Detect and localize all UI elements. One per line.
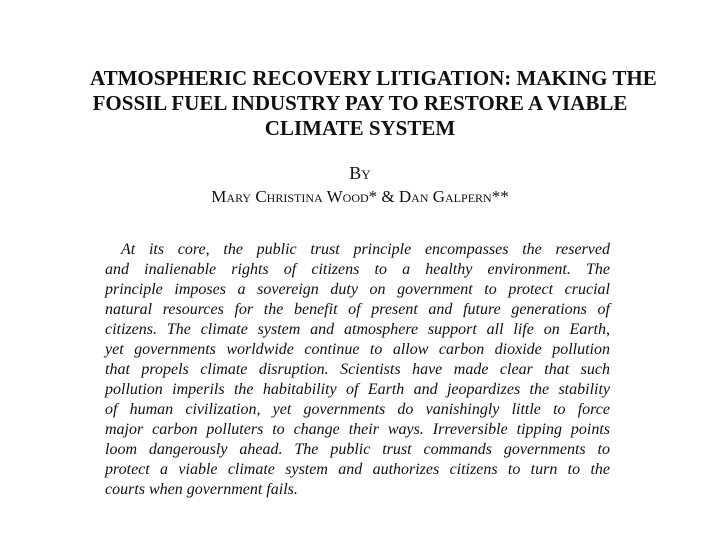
article-title-line: FOSSIL FUEL INDUSTRY PAY TO RESTORE A VIABLE [92,91,628,115]
abstract-line: principle imposes a sovereign duty on government to protect crucial [105,281,610,298]
abstract-line: of human civilization, yet governments do vanishingly little to force [105,401,610,418]
abstract-paragraph [105,240,610,500]
abstract-line: At its core, the public trust principle encompasses the reserved [121,241,610,258]
abstract-line: natural resources for the benefit of present and future generations of [105,301,610,318]
abstract-line: major carbon polluters to change their ways. Irreversible tipping points [105,421,610,438]
abstract-line: and inalienable rights of citizens to a healthy environment. The [105,261,610,278]
abstract-line: loom dangerously ahead. The public trust commands governments to [105,441,610,458]
byline-label: By [349,163,371,183]
article-title [90,66,657,141]
abstract-line: pollution imperils the habitability of Earth and jeopardizes the stability [105,381,610,398]
abstract-line: citizens. The climate system and atmosphere support all life on Earth, [105,321,610,338]
abstract-line: that propels climate disruption. Scientists have made clear that such [105,361,610,378]
abstract-line: yet governments worldwide continue to allow carbon dioxide pollution [105,341,610,358]
abstract-line: protect a viable climate system and authorizes citizens to turn to the [105,461,610,478]
article-title-line: ATMOSPHERIC RECOVERY LITIGATION: MAKING THE [90,66,657,90]
article-title-line: CLIMATE SYSTEM [264,116,456,140]
abstract-line: courts when government fails. [105,481,298,498]
author-names: Mary Christina Wood* & Dan Galpern** [211,187,509,206]
